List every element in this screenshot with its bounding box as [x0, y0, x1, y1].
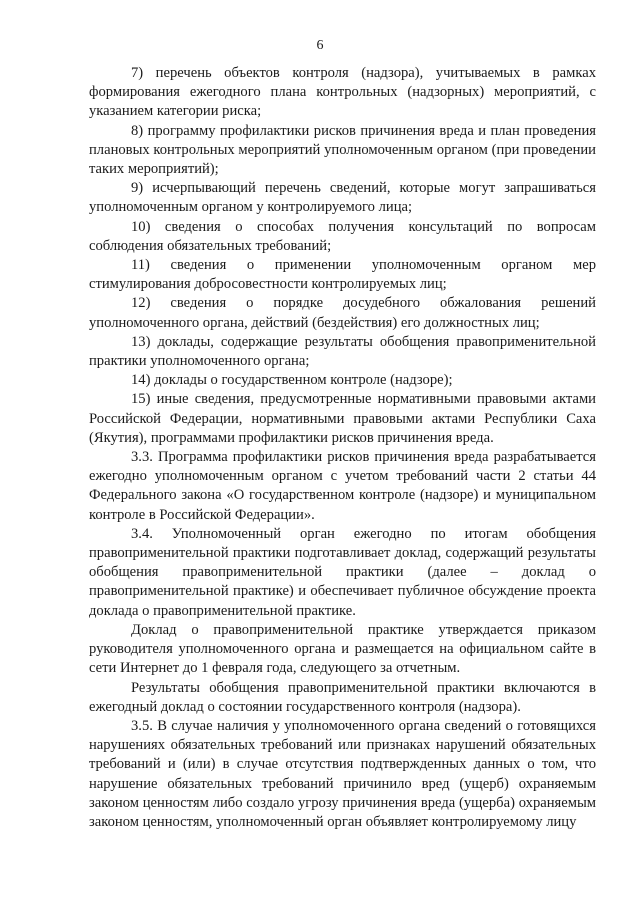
list-item-13: 13) доклады, содержащие результаты обобщения правоприменительной практики уполномоченного органа; [89, 333, 596, 370]
list-item-15: 15) иные сведения, предусмотренные нормативными правовыми актами Российской Федерации, нормативными правовыми актами Республики Саха (Якутия), программами профилактики рисков причинения вреда. [89, 391, 596, 446]
list-item-7: 7) перечень объектов контроля (надзора), учитываемых в рамках формирования ежегодного плана контрольных (надзорных) мероприятий, с указанием категории риска; [89, 65, 596, 120]
section-3-4-report-approval: Доклад о правоприменительной практике утверждается приказом руководителя уполномоченного органа и размещается на официальном сайте в сети Интернет до 1 февраля года, следующего за отчетным. [89, 621, 596, 677]
list-item-14: 14) доклады о государственном контроле (надзоре); [131, 372, 453, 389]
list-item-12: 12) сведения о порядке досудебного обжалования решений уполномоченного органа, действий (бездействия) его должностных лиц; [89, 295, 596, 331]
list-item-10: 10) сведения о способах получения консультаций по вопросам соблюдения обязательных требований; [89, 218, 596, 254]
page-number: 6 [316, 38, 324, 53]
section-3-3: 3.3. Программа профилактики рисков причинения вреда разрабатывается ежегодно уполномоченным органом с учетом требований части 2 статьи 44 Федерального закона «О государственном контроле (надзоре) и муниципальном контроле в Российской Федерации». [89, 449, 596, 523]
section-3-4-report-inclusion: Результаты обобщения правоприменительной практики включаются в ежегодный доклад о состоянии государственного контроля (надзора). [89, 679, 596, 715]
section-3-4: 3.4. Уполномоченный орган ежегодно по итогам обобщения правоприменительной практики подготавливает доклад, содержащий результаты обобщения правоприменительной практики (далее – доклад о правоприменительной практике) и обеспечивает публичное обсуждение проекта доклада о правоприменительной практике. [89, 525, 596, 619]
section-3-5: 3.5. В случае наличия у уполномоченного органа сведений о готовящихся нарушениях обязательных требований или признаках нарушений обязательных требований и (или) в случае отсутствия подтвержденных данных о том, что нарушение обязательных требований причинило вред (ущерб) охраняемым законом ценностям либо создало угрозу причинения вреда (ущерба) охраняемым законом ценностям, уполномоченный орган объявляет контролируемому лицу [89, 717, 596, 830]
document-body [89, 64, 596, 832]
list-item-9: 9) исчерпывающий перечень сведений, которые могут запрашиваться уполномоченным органом у контролируемого лица; [89, 180, 596, 216]
list-item-8: 8) программу профилактики рисков причинения вреда и план проведения плановых контрольных мероприятий уполномоченным органом (при проведении таких мероприятий); [89, 122, 596, 178]
list-item-11: 11) сведения о применении уполномоченным органом мер стимулирования добросовестности контролируемых лиц; [89, 257, 596, 293]
